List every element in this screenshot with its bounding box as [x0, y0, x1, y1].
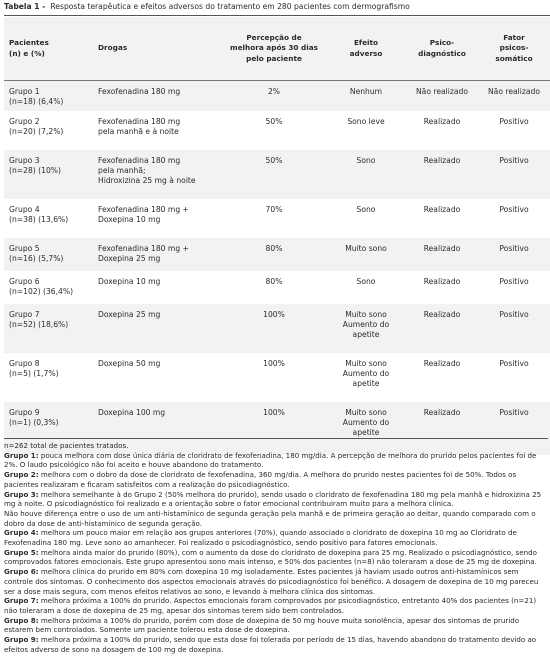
table-body	[4, 81, 550, 455]
cell-drugs: Fexofenadina 180 mg pela manhã e à noite	[93, 111, 222, 150]
cell-improvement: 80%	[222, 238, 326, 271]
cell-improvement: 100%	[222, 402, 326, 455]
cell-patients: Grupo 9 (n=1) (0,3%)	[4, 402, 93, 455]
table-caption-text: Resposta terapêutica e efeitos adversos do tratamento em 280 pacientes com dermografismo	[50, 2, 410, 11]
cell-psychosomatic-factor: Não realizado	[478, 81, 550, 111]
table-row	[4, 150, 550, 199]
cell-patients: Grupo 1 (n=18) (6,4%)	[4, 81, 93, 111]
results-table	[4, 17, 550, 455]
table-row	[4, 271, 550, 304]
footnote: n=262 total de pacientes tratados.	[4, 441, 129, 450]
footnote-group-label: Grupo 3:	[4, 489, 39, 499]
footnote-group-label: Grupo 9:	[4, 635, 39, 645]
cell-psychodiagnosis: Realizado	[406, 353, 478, 402]
cell-adverse-effect: Sono	[326, 150, 406, 199]
cell-patients: Grupo 8 (n=5) (1,7%)	[4, 353, 93, 402]
cell-adverse-effect: Muito sono	[326, 238, 406, 271]
cell-psychodiagnosis: Realizado	[406, 111, 478, 150]
table-row	[4, 199, 550, 238]
footnote-group-label: Grupo 7:	[4, 596, 39, 606]
footnote-group-label: Grupo 6:	[4, 567, 39, 577]
footnote-group-label: Grupo 8:	[4, 615, 39, 625]
footnote-group-label: Grupo 5:	[4, 547, 39, 557]
footnote: Grupo 1: pouca melhora com dose única diária de cloridrato de fexofenadina, 180 mg/dia. A percepção de melhora do prurido pelos pacientes foi de 2%. O laudo psicológico não foi aceito e houve abandono do tratamento.	[4, 450, 537, 470]
cell-improvement: 2%	[222, 81, 326, 111]
cell-drugs: Fexofenadina 180 mg + Doxepina 25 mg	[93, 238, 222, 271]
cell-patients: Grupo 6 (n=102) (36,4%)	[4, 271, 93, 304]
footnote: Grupo 4: melhora um pouco maior em relação aos grupos anteriores (70%), quando associado o cloridrato de doxepina 10 mg ao Cloridrato de Fexofenadina 180 mg. Leve sono ao amanhecer. Foi realizado o psicodiagnóstico, sendo positivo para fatores emocionais.	[4, 528, 517, 548]
cell-improvement: 50%	[222, 111, 326, 150]
header-patients: Pacientes (n) e (%)	[4, 17, 93, 81]
cell-patients: Grupo 3 (n=28) (10%)	[4, 150, 93, 199]
header-improvement: Percepção de melhora após 30 dias pelo paciente	[222, 17, 326, 81]
cell-improvement: 100%	[222, 304, 326, 353]
cell-patients: Grupo 4 (n=38) (13,6%)	[4, 199, 93, 238]
cell-psychosomatic-factor: Positivo	[478, 111, 550, 150]
table-row	[4, 238, 550, 271]
header-adverse-effect: Efeito adverso	[326, 17, 406, 81]
cell-adverse-effect: Nenhum	[326, 81, 406, 111]
cell-psychodiagnosis: Não realizado	[406, 81, 478, 111]
footnote: Grupo 6: melhora clínica do prurido em 80% com doxepina 10 mg isoladamente. Estes pacientes já haviam usado outros anti-histamínicos sem controle dos sintomas. O conhecimento dos aspectos emocionais através do psicodiagnóstico foi benéfico. A dosagem de doxepina de 10 mg pareceu ser a dose mais segura, com menos efeitos relativos ao sono, e levando à melhora clínica dos sintomas.	[4, 567, 539, 596]
footnote: Grupo 7: melhora próxima a 100% do prurido. Aspectos emocionais foram comprovados por psicodiagnóstico, entretanto 40% dos pacientes (n=21) não toleraram a dose de doxepina de 25 mg, apesar dos sintomas terem sido bem controlados.	[4, 596, 537, 615]
cell-drugs: Doxepina 25 mg	[93, 304, 222, 353]
cell-psychosomatic-factor: Positivo	[478, 238, 550, 271]
table-footnotes	[4, 438, 548, 654]
cell-improvement: 80%	[222, 271, 326, 304]
cell-adverse-effect: Muito sono Aumento do apetite	[326, 402, 406, 455]
cell-psychosomatic-factor: Positivo	[478, 353, 550, 402]
table-caption-label: Tabela 1 -	[4, 2, 46, 11]
table-header-row	[4, 17, 550, 81]
table-caption	[4, 2, 410, 11]
cell-psychodiagnosis: Realizado	[406, 271, 478, 304]
footnote-group-label: Grupo 1:	[4, 450, 39, 460]
cell-improvement: 50%	[222, 150, 326, 199]
cell-drugs: Doxepina 100 mg	[93, 402, 222, 455]
cell-psychosomatic-factor: Positivo	[478, 304, 550, 353]
table-row	[4, 111, 550, 150]
cell-improvement: 70%	[222, 199, 326, 238]
footnote-group-label: Grupo 4:	[4, 528, 39, 538]
cell-adverse-effect: Muito sono Aumento do apetite	[326, 304, 406, 353]
cell-psychosomatic-factor: Positivo	[478, 271, 550, 304]
cell-patients: Grupo 2 (n=20) (7,2%)	[4, 111, 93, 150]
footnote: Grupo 2: melhora com o dobro da dose de cloridrato de fexofenadina, 360 mg/dia. A melhora do prurido nestes pacientes foi de 50%. Todos os pacientes realizaram e ficaram satisfeitos com a realização do psicodiagnóstico.	[4, 470, 517, 489]
table-row	[4, 304, 550, 353]
cell-improvement: 100%	[222, 353, 326, 402]
footnote: Grupo 5: melhora ainda maior do prurido (80%), com o aumento da dose do cloridrato de doxepina para 25 mg. Realizado o psicodiagnóstico, sendo comprovados fatores emocionais. Este grupo apresentou sono mais intenso, e 50% dos pacientes (n=8) não toleraram a dose de 25 mg de doxepina.	[4, 547, 537, 567]
table-row	[4, 81, 550, 111]
header-drugs: Drogas	[93, 17, 222, 81]
footnote: Grupo 9: melhora próxima a 100% do prurido, sendo que esta dose foi tolerada por período de 15 dias, havendo abandono do tratamento devido ao efeitos adverso de sono na dosagem de 100 mg de doxepina.	[4, 635, 537, 654]
cell-drugs: Fexofenadina 180 mg + Doxepina 10 mg	[93, 199, 222, 238]
header-psychosomatic-factor: Fator psicos- somático	[478, 17, 550, 81]
table-row	[4, 353, 550, 402]
cell-psychodiagnosis: Realizado	[406, 304, 478, 353]
cell-adverse-effect: Muito sono Aumento do apetite	[326, 353, 406, 402]
cell-psychodiagnosis: Realizado	[406, 150, 478, 199]
cell-psychosomatic-factor: Positivo	[478, 150, 550, 199]
cell-drugs: Doxepina 10 mg	[93, 271, 222, 304]
footnote: Grupo 8: melhora próxima a 100% do prurido, porém com dose de doxepina de 50 mg houve muita sonolência, apesar dos sintomas de prurido estarem bem controlados. Somente um paciente tolerou esta dose de doxepina.	[4, 615, 520, 635]
cell-adverse-effect: Sono	[326, 271, 406, 304]
top-rule	[4, 15, 550, 16]
cell-patients: Grupo 7 (n=52) (18,6%)	[4, 304, 93, 353]
cell-psychodiagnosis: Realizado	[406, 238, 478, 271]
cell-drugs: Doxepina 50 mg	[93, 353, 222, 402]
cell-psychosomatic-factor: Positivo	[478, 199, 550, 238]
cell-psychosomatic-factor: Positivo	[478, 402, 550, 455]
header-psychodiagnosis: Psico- diagnóstico	[406, 17, 478, 81]
cell-drugs: Fexofenadina 180 mg	[93, 81, 222, 111]
cell-adverse-effect: Sono leve	[326, 111, 406, 150]
cell-patients: Grupo 5 (n=16) (5,7%)	[4, 238, 93, 271]
cell-psychodiagnosis: Realizado	[406, 402, 478, 455]
footnote: Não houve diferença entre o uso de um anti-histamínico de segunda geração pela manhã e de primeira geração ao deitar, quando comparado com o dobro da dose de anti-histamínico de segunda geração.	[4, 508, 536, 528]
cell-drugs: Fexofenadina 180 mg pela manhã; Hidroxizina 25 mg à noite	[93, 150, 222, 199]
cell-psychodiagnosis: Realizado	[406, 199, 478, 238]
footnote-group-label: Grupo 2:	[4, 470, 39, 480]
footnote: Grupo 3: melhora semelhante à do Grupo 2 (50% melhora do prurido), sendo usado o cloridrato de fexofenadina 180 mg pela manhã e hidroxizina 25 mg à noite. O psicodiagnóstico foi realizado e a orientação sobre o fator emocional contribuiram muito para a melhora clínica.	[4, 489, 542, 509]
cell-adverse-effect: Sono	[326, 199, 406, 238]
